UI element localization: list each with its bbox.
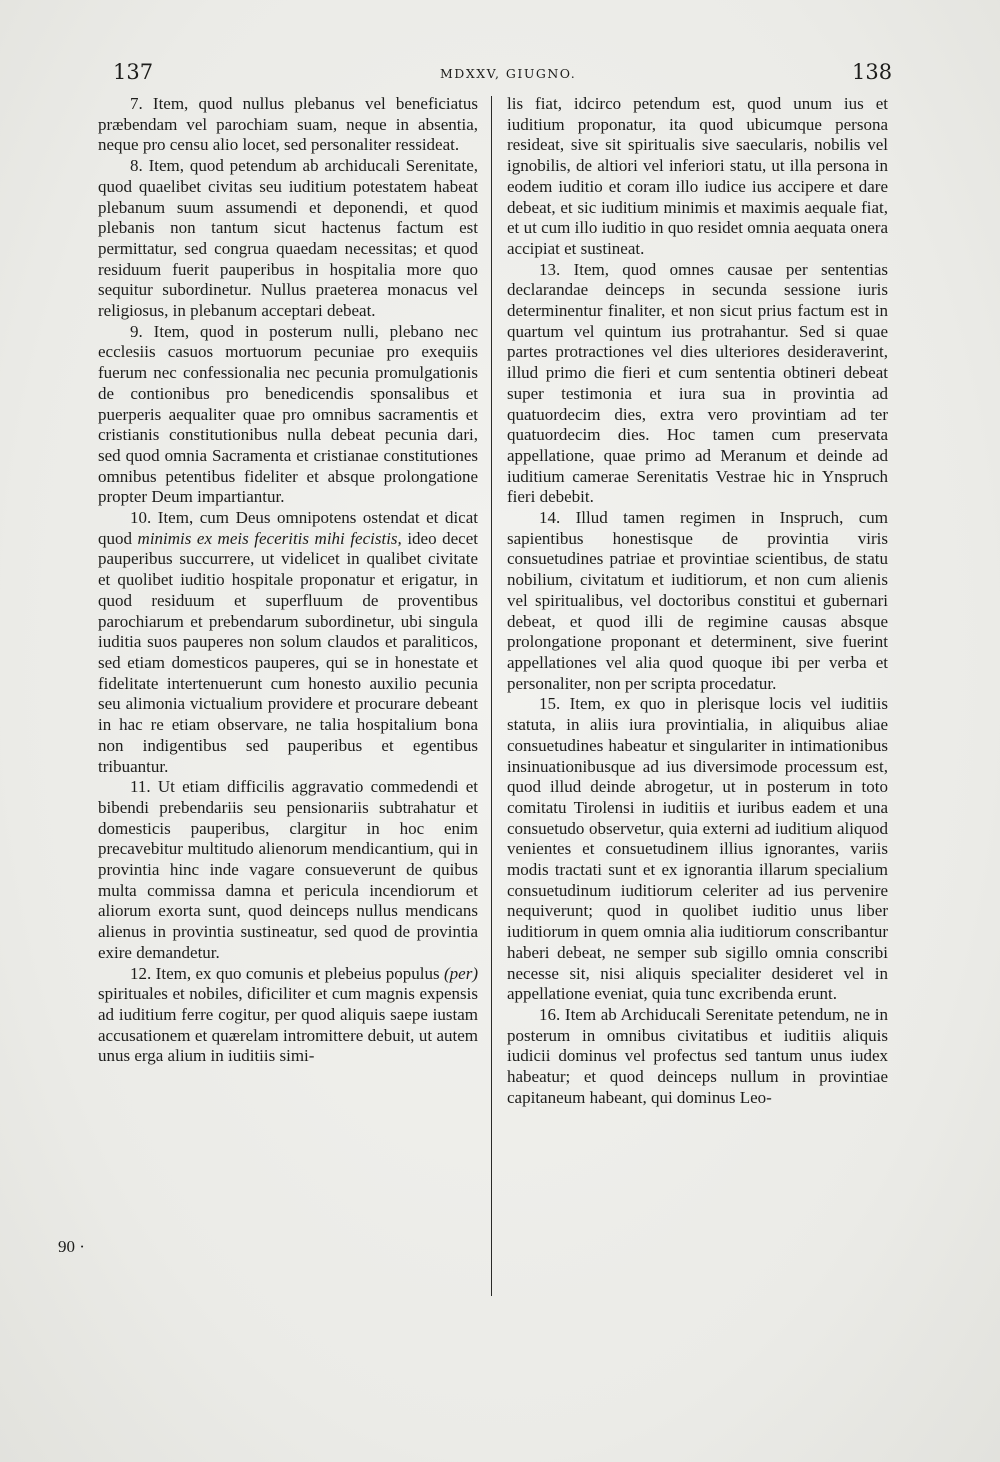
right-column <box>507 94 888 1108</box>
paragraph-13: 13. Item, quod omnes causae per sententias declarandae deinceps in secunda sessione iuris determinentur finaliter, et non sicut prius factum est in quartum vel quintum ius protrahantur. Sed si quae partes protractiones vel dies ulteriores desideraverint, illud primo die fieri et cum sententia obtineri debeat super testimonia et iura sua in provintia ad quatuordecim dies, extra vero provintiam ad ter quatuordecim dies. Hoc tamen cum preservata appellatione, quae primo ad Meranum et deinde ad iuditium camerae Serenitatis Vestrae hic in Ynspruch fieri debebit. <box>507 259 888 507</box>
paragraph-12-start: 12. Item, ex quo comunis et plebeius populus <box>130 963 440 983</box>
paragraph-10-rest: ideo decet pauperibus succurrere, ut videlicet in qualibet civitate et quolibet iuditio hospitale proponatur et erigatur, in quod residuum et superfluum de proventibus parochiarum et prebendarum subordinetur, ubi singula iuditia suos pauperes non solum claudos et paraliticos, sed etiam domesticos pauperes, qui se in honestate et fidelitate intertenuerunt cum honesto auxilio pecunia seu alimonia victualium providere et procurare debeant in hac re etiam observare, ne talia hospitalium bona non indigentibus sed pauperibus et egentibus tribuantur. <box>98 528 478 776</box>
biblical-quote: minimis ex meis feceritis mihi fecistis, <box>137 528 402 548</box>
editorial-insertion: (per) <box>444 963 478 983</box>
page-header <box>0 60 1000 90</box>
column-divider <box>491 96 492 1296</box>
paragraph-10 <box>98 508 478 777</box>
paragraph-16: 16. Item ab Archiducali Serenitate petendum, ne in posterum in omnibus civitatibus et iuditiis aliquis iudicii dominus vel profectus sed tantum unus iudex habeatur; et quod deinceps nullum in provintiae capitaneum habeant, qui dominus Leo- <box>507 1004 888 1107</box>
paragraph-7: 7. Item, quod nullus plebanus vel beneficiatus præbendam vel parochiam suam, neque in absentia, neque pro censu alio locet, sed personaliter ressideat. <box>98 94 478 155</box>
paragraph-12 <box>98 964 478 1068</box>
paragraph-9: 9. Item, quod in posterum nulli, plebano nec ecclesiis casuos mortuorum pecuniae pro exequiis fuerum nec confessionalia nec pecunia promulgationis de contionibus pro benedicendis sponsalibus et puerperis aequaliter quae pro omnibus sacramentis et cristianis constitutionibus nulla debeat pecunia dari, sed quod omnia Sacramenta et cristianae constitutiones omnibus petentibus fideliter et absque prolongatione propter Deum impartiantur. <box>98 321 478 507</box>
running-head: MDXXV, GIUGNO. <box>440 66 577 81</box>
margin-line-number: 90 · <box>58 1237 85 1256</box>
paragraph-12-rest: spirituales et nobiles, dificiliter et cum magnis expensis ad iuditium ferre cogitur, per quod aliquis saepe iustam accusationem et quærelam intromittere debuit, ut autem unus erga alium in iuditiis simi- <box>98 984 478 1066</box>
left-column <box>98 94 478 1067</box>
paragraph-11: 11. Ut etiam difficilis aggravatio commedendi et bibendi prebendariis seu pensionariis subtrahatur et domesticis pauperibus, clargitur in hoc enim precavebitur multitudo alienorum mendicantium, qui in provintia hinc inde vagare consueverunt de quibus multa commissa damna et pericula incendiorum et aliorum exorta sunt, quod deinceps nullus mendicans alienus in provintia sustineatur, sed quod de provintia exire demandetur. <box>98 777 478 962</box>
page-number-right: 138 <box>852 60 893 84</box>
paragraph-12-continued: lis fiat, idcirco petendum est, quod unum ius et iuditium proponatur, ita quod ubicumque persona resideat, sive sit spiritualis sive saecularis, nobilis vel ignobilis, de altiori vel inferiori statu, ut illa persona in eodem iuditio et coram illo iudice ius accipere et dare debeat, et sic iuditium minimis et maximis aequale fiat, et ut cum illo iuditio in quo residet omnia aequata onera accipiat et sustineat. <box>507 94 888 258</box>
paragraph-10-start: 10. Item, cum Deus omnipotens ostendat et dicat quod <box>98 508 478 548</box>
page-number-left: 137 <box>113 60 154 84</box>
paragraph-8: 8. Item, quod petendum ab archiducali Serenitate, quod quaelibet civitas seu iuditium potestatem habeat plebanum suum assumendi et deponendi, et quod plebanis non tantum sicut hactenus factum est permittatur, sed congrua quaedam necessitas; et quod residuum fuerit pauperibus in hospitalia more quo sequitur subordinetur. Nullus praeterea monacus vel religiosus, in plebanum acceptari debeat. <box>98 156 478 321</box>
paragraph-15: 15. Item, ex quo in plerisque locis vel iuditiis statuta, in aliis iura provintialia, in aliquibus aliae consuetudines habeatur et singulariter in intimationibus insinuationibusque ad ius diversimode processum est, quod illud deinde abrogetur, ut in posterum in toto comitatu Tirolensi in iuditiis et iuribus eadem et una consuetudo observetur, quia externi ad iuditium aliquod venientes et consuetudinem illius ignorantes, variis modis tractati sunt et ex ignorantia illarum specialium consuetudinum iuditiorum celeriter ad ius pervenire nequiverunt; quod in quolibet iuditio unus liber iuditiorum in quem omnia alia iuditiorum conscribantur haberi debeat, ne semper sub sigillo omnia conscribi necesse sit, nisi aliquis specialiter desideret vel in appellatione eveniat, quia tunc excribenda erunt. <box>507 694 888 1004</box>
paragraph-14: 14. Illud tamen regimen in Inspruch, cum sapientibus honestisque de provintia viris consuetudines patriae et provintiae scientibus, de statu nobilium, civitatum et iuditiorum, et non cum alienis vel spiritualibus, vel doctoribus constitui et gubernari debeat, et quod illi de regimine causas absque prolongatione proponant et determinent, sive fuerint appellationes vel alia quod quoque ibi per verba et personaliter, non per scripta procedatur. <box>507 508 888 693</box>
